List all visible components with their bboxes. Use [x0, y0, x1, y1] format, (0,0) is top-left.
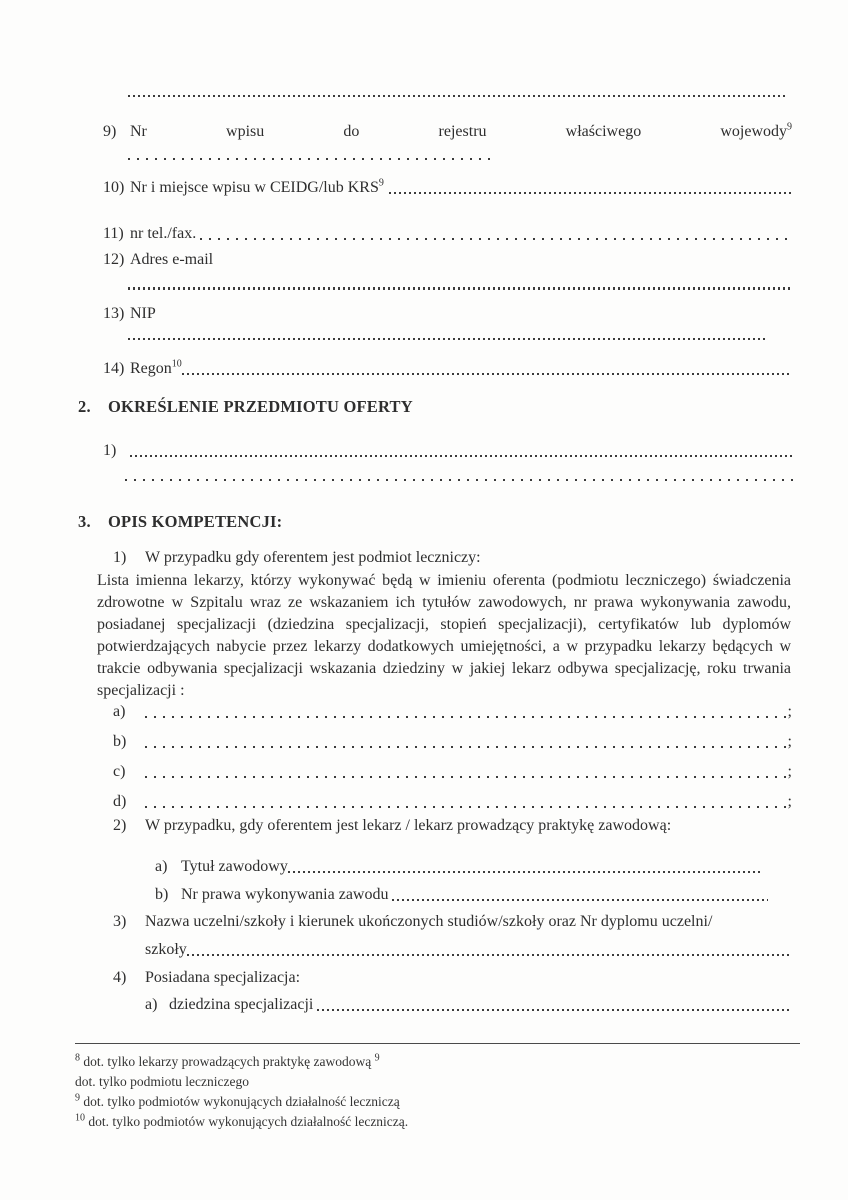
dotted-line — [128, 338, 768, 340]
section3-item-3 — [113, 912, 792, 931]
item-number: a) — [113, 702, 126, 720]
item-number: a) — [145, 995, 158, 1013]
item-label: Nr i miejsce wpisu w CEIDG/lub KRS$^9$ — [130, 178, 384, 197]
section3-item-2 — [113, 816, 792, 835]
dotted-leader — [130, 455, 792, 457]
dotted-line — [125, 479, 793, 481]
footnote-8: $^8$ dot. tylko lekarzy prowadzących praktykę zawodową $^9$ — [75, 1052, 380, 1069]
section-2-heading — [78, 397, 792, 417]
dotted-leader — [317, 1009, 792, 1011]
item-number: b) — [113, 732, 127, 750]
dotted-leader — [182, 373, 792, 375]
footnote-9a: dot. tylko podmiotu leczniczego — [75, 1073, 249, 1089]
footnote-ref: 9 — [378, 178, 384, 190]
item-number: 1) — [113, 548, 127, 566]
item-number: 3) — [113, 912, 127, 930]
item-label: NIP — [130, 304, 156, 322]
dotted-leader — [288, 871, 760, 873]
section3-item-1 — [113, 548, 792, 567]
item-number: 2) — [113, 816, 127, 834]
section-title: OPIS KOMPETENCJI: — [108, 511, 283, 531]
footnote-10: $^{10}$ dot. tylko podmiotów wykonujących działalność leczniczą. — [75, 1112, 409, 1129]
letter-item-c: c) ; — [113, 762, 792, 780]
item-label: Nazwa uczelni/szkoły i kierunek ukończonych studiów/szkoły oraz Nr dyplomu uczelni/ — [145, 912, 713, 930]
item-number: 1) — [103, 441, 117, 459]
section2-item-1 — [103, 441, 792, 460]
form-item-9 — [103, 122, 792, 141]
item-label: Posiadana specjalizacja: — [145, 968, 301, 986]
item-label: Regon$^{10}$ — [130, 358, 182, 377]
section3-item-2b — [155, 885, 768, 904]
dotted-leader — [392, 899, 768, 901]
dotted-line — [128, 95, 788, 97]
item-number: d) — [113, 792, 127, 810]
section3-item-4a — [145, 995, 792, 1014]
dotted-leader — [145, 806, 786, 808]
item-number: a) — [155, 857, 168, 875]
item-number: 10) — [103, 179, 125, 197]
item-number: 13) — [103, 304, 125, 322]
dotted-leader — [187, 954, 792, 956]
form-item-13 — [103, 304, 792, 323]
competency-paragraph: Lista imienna lekarzy, którzy wykonywać będą w imieniu oferenta (podmiotu leczniczego) świadczenia zdrowotne w Szpitalu wraz ze wskazaniem ich tytułów zawodowych, nr prawa wykonywania zawodu, posiadanej specjalizacji (dziedzina specjalizacji, stopień specjalizacji), certyfikatów lub dyplomów potwierdzających nabycie przez lekarzy dodatkowych umiejętności, a w przypadku lekarzy będących w trakcie odbywania specjalizacji wskazania dziedziny w jakiej lekarz odbywa specjalizację, roku trwania specjalizacji : — [97, 571, 791, 699]
section-3-heading — [78, 512, 792, 532]
footnote-9: $^9$ dot. tylko podmiotów wykonujących działalność leczniczą — [75, 1092, 400, 1109]
item-label: Nr wpisu do rejestru właściwego wojewody$^9$ — [130, 121, 792, 141]
section-number: 3. — [78, 511, 91, 531]
section3-item-2a — [155, 857, 760, 876]
section-title: OKREŚLENIE PRZEDMIOTU OFERTY — [108, 396, 413, 416]
item-label: Tytuł zawodowy — [181, 857, 288, 875]
dotted-leader — [200, 238, 792, 240]
item-label: dziedzina specjalizacji — [169, 995, 314, 1013]
section3-item-4 — [113, 968, 792, 987]
dotted-leader — [145, 716, 786, 718]
item-number: 14) — [103, 359, 125, 377]
item-label: Adres e-mail — [130, 251, 214, 269]
footnote-ref: 10 — [171, 358, 182, 370]
item-label: W przypadku gdy oferentem jest podmiot leczniczy: — [145, 548, 481, 566]
form-body — [75, 95, 792, 1132]
footnote-ref: 9 — [787, 121, 792, 133]
item-number: 11) — [103, 225, 124, 243]
dotted-leader — [389, 192, 792, 194]
footnotes — [75, 1043, 792, 1132]
item-number: 12) — [103, 251, 125, 269]
item-label: Nr prawa wykonywania zawodu — [181, 885, 389, 903]
form-item-11 — [103, 224, 792, 243]
form-item-14 — [103, 359, 792, 378]
letter-item-d: d) ; — [113, 792, 792, 810]
dotted-leader — [145, 776, 786, 778]
item-label: nr tel./fax. — [130, 225, 197, 243]
item-label: szkoły — [145, 940, 187, 958]
form-item-12 — [103, 250, 792, 269]
dotted-line — [128, 158, 496, 160]
form-item-10 — [103, 178, 792, 197]
footnote-separator — [75, 1043, 800, 1044]
dotted-leader — [145, 746, 786, 748]
item-number: 9) — [103, 123, 117, 141]
item-number: c) — [113, 762, 126, 780]
item-number: b) — [155, 885, 169, 903]
item-label: W przypadku, gdy oferentem jest lekarz / lekarz prowadzący praktykę zawodową: — [145, 816, 672, 834]
item-number: 4) — [113, 968, 127, 986]
letter-item-b: b) ; — [113, 732, 792, 750]
letter-item-a: a) ; — [113, 702, 792, 720]
dotted-line — [128, 287, 792, 289]
section-number: 2. — [78, 396, 91, 416]
section3-item-3-continuation — [145, 940, 792, 959]
